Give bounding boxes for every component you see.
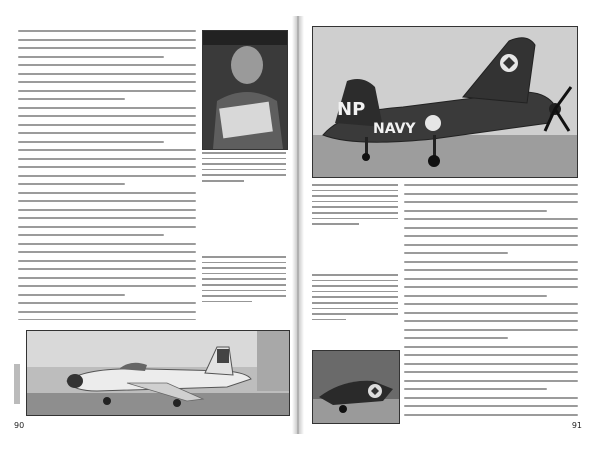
left-body-text — [18, 30, 196, 320]
navy-marking-text: NAVY — [373, 121, 416, 137]
right-page-number: 91 — [571, 421, 582, 430]
left-running-head — [14, 364, 20, 404]
side-caption — [202, 256, 286, 320]
jet-fighter-photo — [26, 330, 290, 416]
left-page — [12, 16, 292, 434]
navy-photo-caption — [312, 184, 398, 240]
left-page-number: 90 — [14, 421, 25, 430]
portrait-caption — [202, 152, 286, 192]
navy-fighter-photo — [312, 26, 578, 178]
right-page — [304, 16, 584, 434]
book-gutter — [292, 16, 304, 434]
tail-code-text: NP — [337, 99, 366, 120]
pilot-portrait-photo — [202, 30, 288, 150]
carrier-aircraft-photo — [312, 350, 400, 424]
pilot-story-caption — [312, 274, 398, 336]
right-body-text — [404, 184, 578, 420]
